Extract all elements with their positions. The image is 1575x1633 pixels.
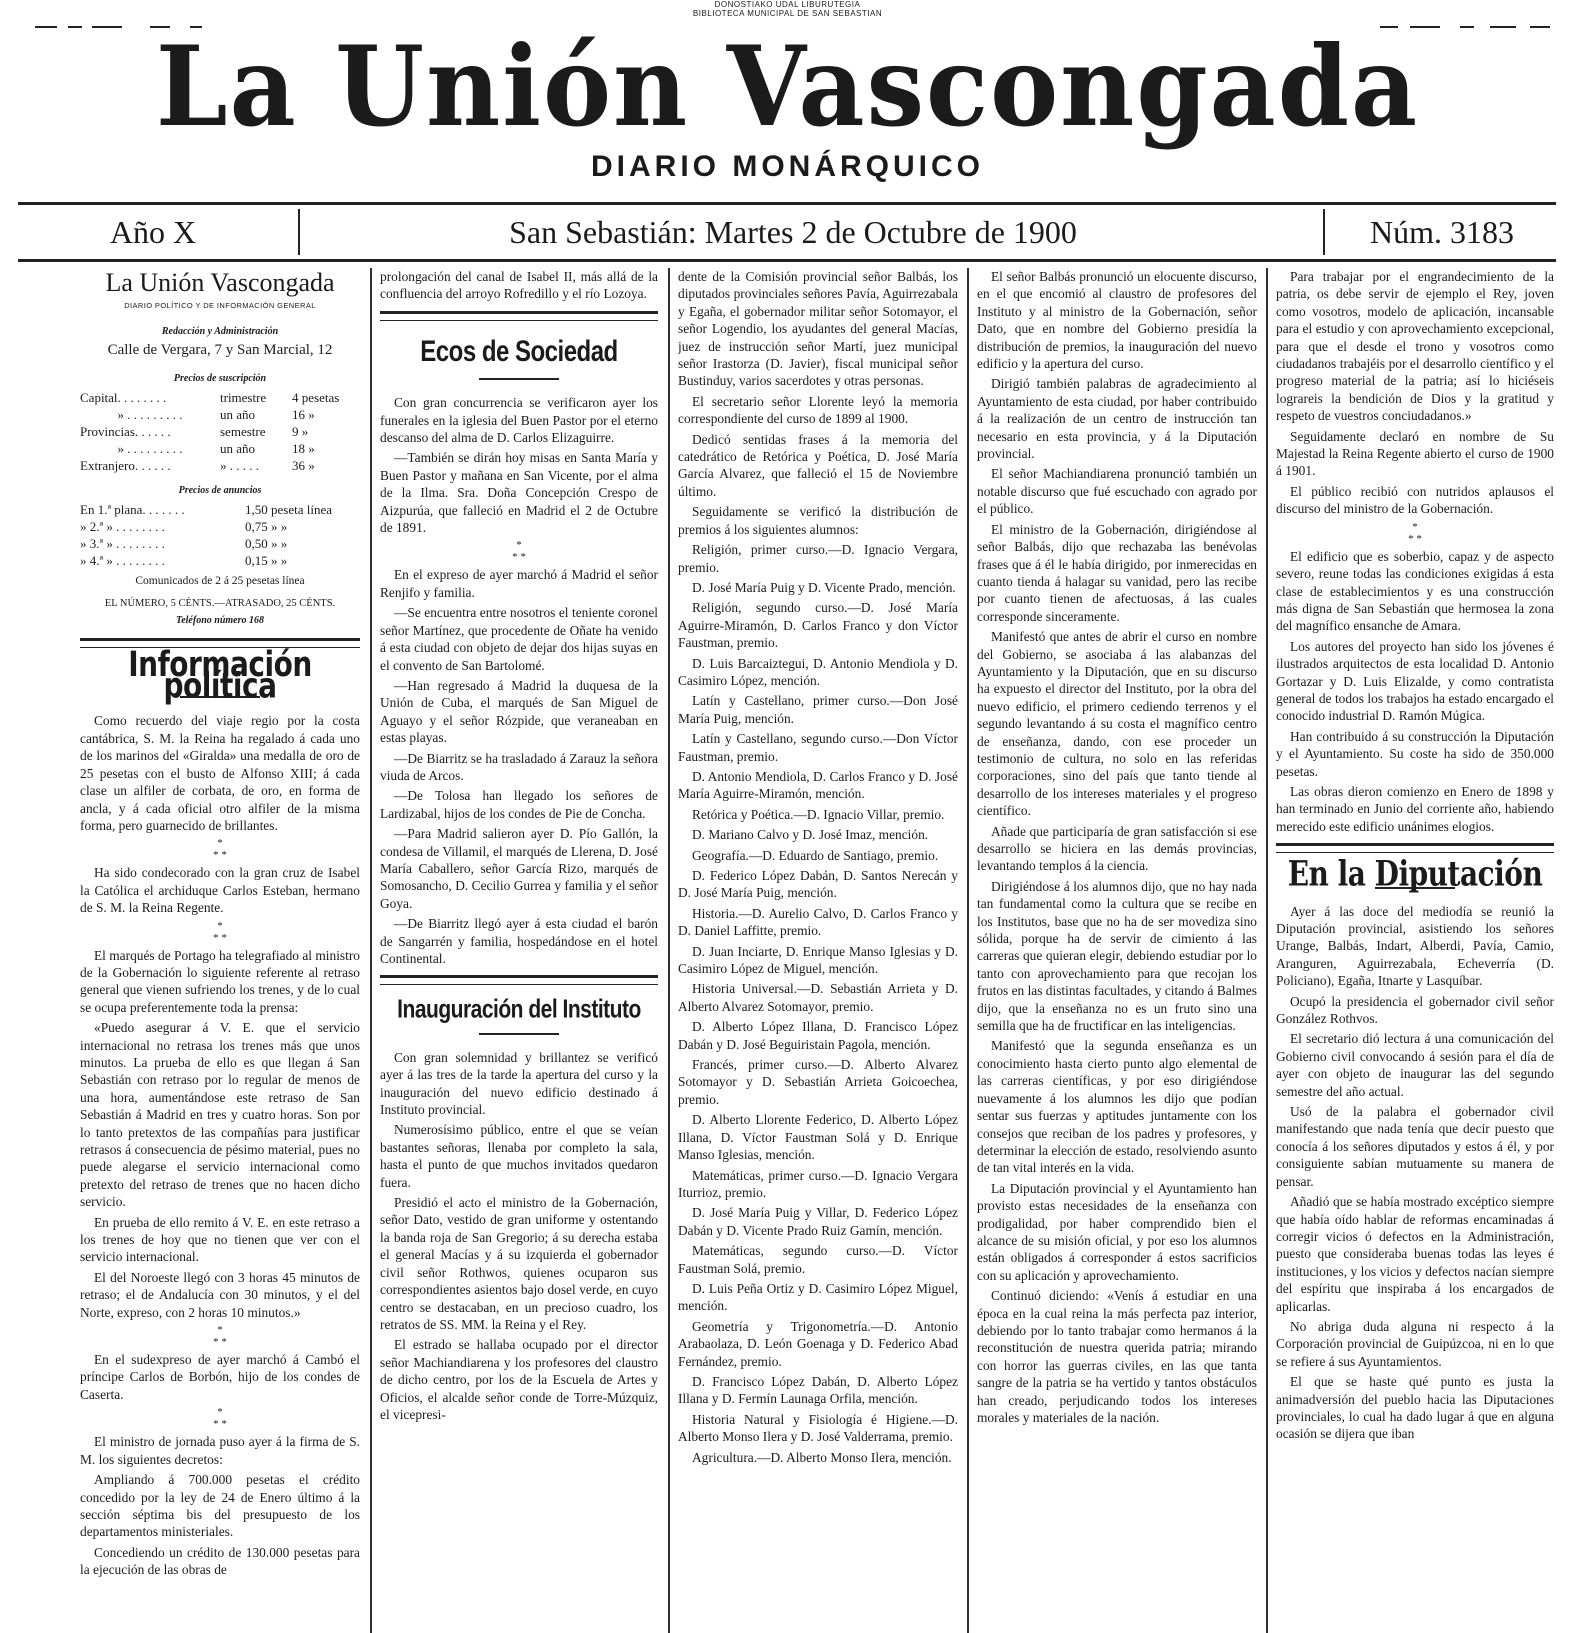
article-paragraph: Geografía.—D. Eduardo de Santiago, premio. bbox=[692, 847, 939, 863]
infobox-admin-heading: Redacción y Administración bbox=[161, 325, 279, 337]
article-paragraph: El secretario señor Llorente leyó la memoria correspondiente del curso de 1899 al 1900. bbox=[678, 393, 958, 427]
article-paragraph: Historia Universal.—D. Sebastián Arrieta y D. Alberto Alvarez Sotomayor, premio. bbox=[678, 981, 958, 1014]
article-paragraph: Con gran solemnidad y brillantez se verificó ayer á las tres de la tarde la apertura del curso y la inauguración del nuevo edificio destinado á Instituto provincial. bbox=[380, 1049, 658, 1118]
article-paragraph: Los autores del proyecto han sido los jóvenes é ilustrados arquitectos de esta localidad D. Antonio Gortazar y D. Luis Elizalde, y como contratista general de todos los trabajos ha estado encargado el conocido industrial D. Ramón Múgica. bbox=[1276, 638, 1554, 724]
article-paragraph: D. José María Puig y D. Vicente Prado, mención. bbox=[692, 579, 956, 595]
article-paragraph: —También se dirán hoy misas en Santa María y Buen Pastor y mañana en San Vicente, por el alma de la Ilma. Sra. Doña Concepción Crespo de Aizpurúa, que falleció en Madrid el 2 de Octubre de 1891. bbox=[380, 450, 658, 536]
article-paragraph: Religión, segundo curso.—D. José María Aguirre-Miramón, D. Carlos Franco y don Víctor Faustman, premio. bbox=[678, 600, 958, 651]
issue-number: Núm. 3183 bbox=[1370, 214, 1514, 250]
article-paragraph: Han contribuido á su construcción la Diputación y el Ayuntamiento. Su coste ha sido de 350.000 pesetas. bbox=[1276, 728, 1554, 779]
article-paragraph: Seguidamente se verificó la distribución de premios á los siguientes alumnos: bbox=[678, 504, 958, 537]
article-paragraph: D. José María Puig y Villar, D. Federico López Dabán y D. Vicente Prado Ruiz Gamín, mención. bbox=[678, 1205, 958, 1238]
article-paragraph: Ayer á las doce del mediodía se reunió la Diputación provincial, asistiendo los señores Urange, Balbás, Indart, Alberdi, Pavía, Camio, Aranguren, Aguirrezabala, Echeverría (D. Policiano), Egaña, Itnarte y Lasquíbar. bbox=[1276, 903, 1554, 989]
article-paragraph: Concediendo un crédito de 130.000 pesetas para la ejecución de las obras de bbox=[80, 1544, 360, 1578]
article-paragraph: D. Alberto López Illana, D. Francisco López Dabán y D. José Beguiristain Pagola, mención. bbox=[678, 1019, 958, 1052]
article-paragraph: Numerosísimo público, entre el que se veían bastantes señoras, llenaba por completo la sala, hasta el punto de que muchos invitados quedaron fuera. bbox=[380, 1122, 658, 1190]
article-paragraph: —Se encuentra entre nosotros el teniente coronel señor Martínez, que procedente de Oñate ha venido á esta ciudad con objeto de dejar dos hijas suyas en el convento de San Bartolomé. bbox=[380, 605, 658, 673]
section-heading-instituto: Inauguración del Instituto bbox=[397, 995, 641, 1025]
article-paragraph: Manifestó que antes de abrir el curso en nombre del Gobierno, se asociaba á las alabanzas del Ayuntamiento y la Diputación, que en su discurso ha expuesto el director del Instituto, por la obra del nuevo edificio, el primero cediendo terrenos y el segundo levantando á su costa el magnífico centro de enseñanza, dando, con ese proceder un testimonio de cultura, no solo en las referidas corporaciones, sino del país que tanto tiende al desarrollo de los intereses materiales y el progreso científico. bbox=[977, 629, 1257, 819]
ad-price-row: » 4.ª » . . . . . . . . 0,15 » » bbox=[80, 553, 288, 569]
article-paragraph: El señor Balbás pronunció un elocuente discurso, en el que encomió al claustro de profesores del Instituto y al ministro de la Gobernación, señor Dato, que en nombre del Gobierno presidía la distribución de premios, la inauguración del nuevo edificio y la apertura del curso. bbox=[977, 269, 1257, 372]
price-row: Extranjero. . . . . . » . . . . . 36 » bbox=[80, 458, 315, 474]
article-paragraph: D. Luis Barcaiztegui, D. Antonio Mendiola y D. Casimiro López, mención. bbox=[678, 655, 958, 688]
article-paragraph: El que se haste qué punto es justa la animadversión del pueblo hacia las Diputaciones provinciales, lo cual ha dado lugar á que en alguna ocasión se dijera que iban bbox=[1276, 1374, 1554, 1442]
article-paragraph: Presidió el acto el ministro de la Gobernación, señor Dato, vestido de gran uniforme y ostentando la banda roja de San Gregorio; á su derecha estaba el general Macías y á su izquierda el gobernador civil señor Rothwos, quienes ocuparon sus correspondientes asientos bajo dosel verde, en cuyo centro se destacaban, en un precioso cuadro, los retratos de SS. MM. la Reina y el Rey. bbox=[380, 1195, 658, 1332]
article-paragraph: D. Federico López Dabán, D. Santos Nerecán y D. José María Puig, mención. bbox=[678, 868, 958, 901]
ads-heading: Precios de anuncios bbox=[178, 485, 262, 497]
article-paragraph: El secretario dió lectura á una comunicación del Gobierno civil convocando á sesión para el día de ayer con objeto de inaugurar las del segundo semestre del año actual. bbox=[1276, 1031, 1554, 1099]
article-paragraph: En el sudexpreso de ayer marchó á Cambó el príncipe Carlos de Borbón, hijo de los condes de Caserta. bbox=[80, 1352, 360, 1402]
article-paragraph: Dirigió también palabras de agradecimiento al Ayuntamiento de esta ciudad, por haber contribuido á la realización de un centro de instrucción tan necesario en esta provincia, y á la Diputación provincial. bbox=[977, 376, 1257, 462]
column-3 bbox=[678, 268, 958, 1628]
article-paragraph: Las obras dieron comienzo en Enero de 1898 y han terminado en Junio del corriente año, habiendo merecido este edificio unánimes elogios. bbox=[1276, 783, 1554, 834]
article-paragraph: —Han regresado á Madrid la duquesa de la Unión de Cuba, el marqués de San Miguel de Aguayo y el señor Rózpide, que veraneaban en estas playas. bbox=[380, 677, 658, 746]
article-paragraph: No abriga duda alguna ni respecto á la Corporación provincial de Guipúzcoa, ni en lo que se refiere á sus Ayuntamientos. bbox=[1276, 1318, 1554, 1369]
article-paragraph: El estrado se hallaba ocupado por el director señor Machiandiarena y los profesores del claustro de dicho centro, por los de la Escuela de Artes y Oficios, el alcalde señor conde de Torre-Múzquiz, el vicepresi- bbox=[380, 1337, 658, 1422]
price-row: » . . . . . . . . . un año 16 » bbox=[117, 407, 315, 423]
newspaper-subtitle: DIARIO MONÁRQUICO bbox=[591, 150, 984, 183]
article-paragraph: Para trabajar por el engrandecimiento de la patria, os debe servir de ejemplo el Rey, joven como vosotros, modelo de aplicación, incansable para el estudio y con aprovechamiento excepcional, para que el desde el trono y vosotros como ciudadanos trabajéis por el desarrollo científico y el progreso material de la patria; así lo hiciéseis lograreis la bendición de Dios y la gratitud y respeto de vuestros conciudadanos.» bbox=[1276, 269, 1554, 424]
article-paragraph: D. Alberto Llorente Federico, D. Alberto López Illana, D. Víctor Faustman Solá y D. Enrique Manso Iglesias, mención. bbox=[678, 1112, 958, 1163]
article-paragraph: Latín y Castellano, primer curso.—Don José María Puig, mención. bbox=[678, 693, 958, 726]
article-paragraph: Historia.—D. Aurelio Calvo, D. Carlos Franco y D. Daniel Laffitte, premio. bbox=[678, 905, 958, 939]
article-paragraph: El edificio que es soberbio, capaz y de aspecto severo, reune todas las condiciones exigidas á esta clase de establecimientos y es una construcción más digna de San Sebastián que hermosea la zona del magnífico ensanche de Amara. bbox=[1276, 548, 1554, 634]
column-4 bbox=[977, 268, 1257, 1628]
archive-stamp bbox=[0, 0, 1575, 18]
archive-stamp-line: BIBLIOTECA MUNICIPAL DE SAN SEBASTIAN bbox=[692, 9, 883, 18]
article-paragraph: Ocupó la presidencia el gobernador civil señor González Rothvos. bbox=[1276, 993, 1554, 1027]
article-paragraph: —De Biarritz llegó ayer á esta ciudad el barón de Sangarrén y familia, hospedándose en el hotel Continental. bbox=[380, 916, 658, 966]
article-paragraph: Dedicó sentidas frases á la memoria del catedrático de Retórica y Poética, D. José María García Alvarez, que falleció el 15 de Noviembre último. bbox=[678, 431, 958, 499]
article-paragraph: En prueba de ello remito á V. E. en este retraso a los trenes de hoy que no tienen que ver con el servicio internacional. bbox=[80, 1214, 360, 1265]
article-paragraph: —De Biarritz se ha trasladado á Zarauz la señora viuda de Arcos. bbox=[380, 750, 658, 783]
article-paragraph: dente de la Comisión provincial señor Balbás, los diputados provinciales señores Pavía, Aguirrezabala y Egaña, el gobernador militar señor Sotomayor, el señor Logendio, los ayudantes del general Macías, juez de instrucción señor Martí, juez municipal señor Irastorza (D. Javier), fiscal municipal señor Bustinduy, varios sacerdotes y otras personas. bbox=[678, 269, 958, 389]
section-heading-diputacion: En la Diputación bbox=[1287, 853, 1543, 895]
section-heading-ecos: Ecos de Sociedad bbox=[420, 334, 618, 369]
article-paragraph: El señor Machiandiarena pronunció también un notable discurso que fué escuchado con agrado por el público. bbox=[977, 466, 1257, 517]
article-paragraph: Matemáticas, segundo curso.—D. Víctor Faustman Solá, premio. bbox=[678, 1243, 958, 1276]
article-paragraph: Continuó diciendo: «Venís á estudiar en una época en la cual reina la más perfecta paz interior, debiendo por lo tanto trabajar como hermanos á la reconstitución de nuestra querida patria; mirando con horror las guerras civiles, en las que tanta sangre de la patria se ha vertido y tantos obstáculos han creado, perjudicando todos los intereses morales y materiales de la nación. bbox=[977, 1288, 1257, 1425]
article-paragraph: Latín y Castellano, segundo curso.—Don Víctor Faustman, premio. bbox=[678, 731, 958, 764]
article-paragraph: Matemáticas, primer curso.—D. Ignacio Vergara Iturrioz, premio. bbox=[678, 1167, 958, 1200]
article-paragraph: Añadió que se había mostrado excéptico siempre que había oído hablar de reformas encaminadas á corregir vicios ó defectos en la Administración, puesto que consideraba buenas todas las leyes é instituciones, y los vicios y defectos nacían siempre del espíritu que inspiraba á los encargados de aplicarlas. bbox=[1276, 1194, 1554, 1314]
dateline-bar bbox=[18, 202, 1556, 262]
archive-stamp-line: DONOSTIAKO UDAL LIBURUTEGIA bbox=[714, 0, 861, 9]
article-paragraph: D. Juan Inciarte, D. Enrique Manso Iglesias y D. Casimiro López de Miguel, mención. bbox=[678, 943, 958, 977]
article-paragraph: Geometría y Trigonometría.—D. Antonio Arabaolaza, D. León Goenaga y D. Federico Abad Fernández, premio. bbox=[678, 1318, 958, 1369]
infobox-title: La Unión Vascongada bbox=[105, 268, 335, 297]
price-per-issue: EL NÚMERO, 5 CÉNTS.—ATRASADO, 25 CÉNTS. bbox=[104, 597, 336, 609]
ad-price-row: En 1.ª plana. . . . . . . 1,50 peseta línea bbox=[80, 502, 332, 518]
article-paragraph: Retórica y Poética.—D. Ignacio Villar, premio. bbox=[692, 806, 945, 822]
article-paragraph: Ha sido condecorado con la gran cruz de Isabel la Católica el archiduque Carlos Esteban, hermano de S. M. la Reina Regente. bbox=[80, 865, 360, 916]
price-row: » . . . . . . . . . un año 18 » bbox=[117, 441, 315, 457]
article-paragraph: Ampliando á 700.000 pesetas el crédito concedido por la ley de 24 de Enero último á la sección séptima bis del presupuesto de los departamentos ministeriales. bbox=[80, 1472, 360, 1540]
article-paragraph: —De Tolosa han llegado los señores de Lardizabal, hijos de los condes de Pie de Concha. bbox=[380, 788, 658, 821]
comunicados-line: Comunicados de 2 á 25 pesetas línea bbox=[135, 575, 305, 588]
article-paragraph: Con gran concurrencia se verificaron ayer los funerales en la iglesia del Buen Pastor por el eterno descanso del alma de D. Carlos Elizaguirre. bbox=[380, 395, 658, 446]
article-paragraph: D. Mariano Calvo y D. José Imaz, mención. bbox=[692, 827, 929, 843]
article-paragraph: «Puedo asegurar á V. E. que el servicio internacional no retrasa los trenes más que unos minutos. La prueba de ello es que llegan á San Sebastián con retraso por lo regular de menos de una hora, aumentándose este retraso de San Sebastián á Madrid en tres y cuatro horas. Son por lo tanto pretextos de las compañías para justificar retrasos á consecuencia de pésimo material, pues no puede alegarse el servicio internacional como pretexto del retraso de trenes que no hacen dicho servicio. bbox=[80, 1020, 360, 1210]
price-row: Provincias. . . . . . semestre 9 » bbox=[80, 424, 309, 440]
issue-date: San Sebastián: Martes 2 de Octubre de 1900 bbox=[509, 214, 1077, 250]
year-label: Año X bbox=[109, 214, 197, 250]
article-paragraph: El ministro de la Gobernación, dirigiéndose al señor Balbás, dijo que rechazaba las benévolas frases que á él le había dirigido, por inmerecidas en cuanto tienda á halagar su vanidad, pero las recibe por cuanto tienen de afectuosas, á las cuales corresponde sinceramente. bbox=[977, 521, 1257, 624]
newspaper-title: La Unión Vascongada bbox=[155, 22, 1420, 152]
article-paragraph: D. Antonio Mendiola, D. Carlos Franco y D. José María Aguirre-Miramón, mención. bbox=[678, 768, 958, 802]
article-paragraph: Agricultura.—D. Alberto Monso Ilera, mención. bbox=[692, 1449, 952, 1465]
article-paragraph: El del Noroeste llegó con 3 horas 45 minutos de retraso; el de Andalucía con 30 minutos, y el del Norte, expreso, con 2 horas 10 minutos.» bbox=[80, 1269, 360, 1320]
article-paragraph: D. Francisco López Dabán, D. Alberto López Illana y D. Fermín Launaga Orfila, mención. bbox=[678, 1373, 958, 1407]
article-paragraph: El público recibió con nutridos aplausos el discurso del ministro de la Gobernación. bbox=[1276, 483, 1554, 517]
article-paragraph: Como recuerdo del viaje regio por la costa cantábrica, S. M. la Reina ha regalado á cada uno de los marinos del «Giralda» una medalla de oro de 25 pesetas con el busto de Alfonso XIII; á cada clase un alfiler de corbata, de oro, en forma de ancla, y á cada oficial otro alfiler de la misma forma, pero guarnecido de brillantes. bbox=[80, 713, 360, 833]
price-row: Capital. . . . . . . . trimestre 4 pesetas bbox=[80, 390, 340, 406]
column-2: prolongación del canal de Isabel II, más allá de la confluencia del arroyo Rofredillo y el río Lozoya. Ecos de Sociedad Con gran concurrencia se verificaron ayer los funerales en la iglesia del Buen Pastor por el eterno descanso del alma de D. Carlos Elizaguirre. —También se dirán hoy misas en Santa María y Buen Pastor y mañana en San Vicente, por el alma de la Ilma. Sra. Doña Concepción Crespo de Aizpurúa, que falleció en Madrid el 2 de Octubre de 1891. * * * En el expreso de ayer marchó á Madrid el señor Renjifo y familia. —Se encuentra entre nosotros el teniente coronel señor Martínez, que procedente de Oñate ha venido á esta ciudad con objeto de dejar dos hijas suyas en el convento de San Bartolomé. —Han regresado á Madrid la duquesa de la Unión de Cuba, el marqués de San Miguel de Aguayo y el señor Rózpide, que veraneaban en estas playas. —De Biarritz se ha trasladado á Zarauz la señora viuda de Arcos. —De Tolosa han llegado los señores de Lardizabal, hijos de los condes de Pie de Concha. —Para Madrid salieron ayer D. Pío Gallón, la condesa de Villamil, el marqués de Llerena, D. José María Caballero, señor García Rizo, marqués de Somosancho, D. Cecilio Gurrea y familia y el señor Goya. —De Biarritz llegó ayer á esta ciudad el barón de Sangarrén y familia, hospedándose en el hotel Continental. Inauguración del Instituto Con gran solemnidad y brillantez se verificó ayer á las tres de la tarde la apertura del curso y la inauguración del nuevo edificio destinado á Instituto provincial. Numerosísimo público, entre el que se veían bastantes señoras, llenaba por completo la sala, hasta el punto de que muchos invitados quedaron fuera. Presidió el acto el ministro de la Gobernación, señor Dato, vestido de gran uniforme y ostentando la banda roja de San Gregorio; á su derecha estaba el general Macías y á su izquierda el gobernador civil señor Rothwos, quienes ocuparon sus correspondientes asientos bajo dosel verde, en cuyo centro se destacaban, en un precioso cuadro, los retratos de SS. MM. la Reina y el Rey. El estrado se hallaba ocupado por el director señor Machiandiarena y los profesores del claustro de dicho centro, por los de la Escuela de Artes y Oficios, el alcalde señor conde de Torre-Múzquiz, el vicepresi- bbox=[380, 269, 658, 1422]
infobox-address: Calle de Vergara, 7 y San Marcial, 12 bbox=[107, 342, 333, 359]
article-paragraph: Religión, primer curso.—D. Ignacio Vergara, premio. bbox=[678, 542, 958, 575]
subscription-heading: Precios de suscripción bbox=[173, 372, 267, 384]
column-1: La Unión Vascongada DIARIO POLÍTICO Y DE INFORMACIÓN GENERAL Redacción y Administración Calle de Vergara, 7 y San Marcial, 12 Precios de suscripción Capital. . . . . . . . trimestre 4 pesetas » . . . . . . . . . un año 16 » Provincias. . . . . . semestre 9 » » . . . . . . . . . un año 18 » Extranjero. . . . . . » . . . . . 36 » Precios de anuncios En 1.ª plana. . . . . . . 1,50 peseta línea » 2.ª » . . . . . . . . 0,75 » » » 3.ª » . . . . . . . . 0,50 » » » 4.ª » . . . . . . . . 0,15 » » Comunicados de 2 á 25 pesetas línea EL NÚMERO, 5 CÉNTS.—ATRASADO, 25 CÉNTS. Teléfono número 168 Información política Como recuerdo del viaje regio por la costa cantábrica, S. M. la Reina ha regalado á cada uno de los marinos del «Giralda» una medalla de oro de 25 pesetas con el busto de Alfonso XIII; á cada clase un alfiler de corbata, de oro, en forma de ancla, y á cada oficial otro alfiler de la misma forma, pero guarnecido de brillantes. * * * Ha sido condecorado con la gran cruz de Isabel la Católica el archiduque Carlos Esteban, hermano de S. M. la Reina Regente. * * * El marqués de Portago ha telegrafiado al ministro de la Gobernación lo siguiente referente al retraso general que vienen sufriendo los trenes, y de lo cual se ocupa preferentemente toda la prensa: «Puedo asegurar á V. E. que el servicio internacional no retrasa los trenes más que unos minutos. La prueba de ello es que llegan á San Sebastián con retraso por lo regular de menos de una hora, aumentándose este retraso de San Sebastián á Madrid en tres y cuatro horas. Son por lo tanto pretextos de las compañías para justificar retrasos á consecuencia de pésimo material, pues no puede alegarse el servicio internacional como pretexto del retraso de trenes que no hacen dicho servicio. En prueba de ello remito á V. E. en este retraso a los trenes de hoy que no tienen que ver con el servicio internacional. El del Noroeste llegó con 3 horas 45 minutos de retraso; el de Andalucía con 30 minutos, y el del Norte, expreso, con 2 horas 10 minutos.» * * * En el sudexpreso de ayer marchó á Cambó el príncipe Carlos de Borbón, hijo de los condes de Caserta. * * * El ministro de jornada puso ayer á la firma de S. M. los siguientes decretos: Ampliando á 700.000 pesetas el crédito concedido por la ley de 24 de Enero último á la sección séptima bis del presupuesto de los departamentos ministeriales. Concediendo un crédito de 130.000 pesetas para la ejecución de las obras de bbox=[80, 268, 360, 1578]
article-paragraph: Añade que participaría de gran satisfacción si ese desarrollo se hiciera en las demás provincias, levantando templos á la ciencia. bbox=[977, 823, 1257, 874]
article-paragraph: Usó de la palabra el gobernador civil manifestando que nada tenía que decir puesto que conocía á los señores diputados y estos á él, y por consiguiente sabían mutuamente su manera de pensar. bbox=[1276, 1104, 1554, 1189]
column-5: Para trabajar por el engrandecimiento de la patria, os debe servir de ejemplo el Rey, joven como vosotros, modelo de aplicación, incansable para el estudio y con aprovechamiento excepcional, para que el desde el trono y vosotros como ciudadanos trabajéis por el desarrollo científico y el progreso material de la patria; así lo hiciéseis lograreis la bendición de Dios y la gratitud y respeto de vuestros conciudadanos.» Seguidamente declaró en nombre de Su Majestad la Reina Regente abierto el curso de 1900 á 1901. El público recibió con nutridos aplausos el discurso del ministro de la Gobernación. * * * El edificio que es soberbio, capaz y de aspecto severo, reune todas las condiciones exigidas á esta clase de establecimientos y es una construcción más digna de San Sebastián que hermosea la zona del magnífico ensanche de Amara. Los autores del proyecto han sido los jóvenes é ilustrados arquitectos de esta localidad D. Antonio Gortazar y D. Luis Elizalde, y como contratista general de todos los trabajos ha estado encargado el conocido industrial D. Ramón Múgica. Han contribuido á su construcción la Diputación y el Ayuntamiento. Su coste ha sido de 350.000 pesetas. Las obras dieron comienzo en Enero de 1898 y han terminado en Junio del corriente año, habiendo merecido este edificio unánimes elogios. En la Diputación Ayer á las doce del mediodía se reunió la Diputación provincial, asistiendo los señores Urange, Balbás, Indart, Alberdi, Pavía, Camio, Aranguren, Aguirrezabala, Echeverría (D. Policiano), Egaña, Itnarte y Lasquíbar. Ocupó la presidencia el gobernador civil señor González Rothvos. El secretario dió lectura á una comunicación del Gobierno civil convocando á sesión para el día de ayer con objeto de inaugurar las del segundo semestre del año actual. Usó de la palabra el gobernador civil manifestando que nada tenía que decir puesto que conocía á los señores diputados y estos á él, y por consiguiente sabían mutuamente su manera de pensar. Añadió que se había mostrado excéptico siempre que había oído hablar de reformas encaminadas á corregir vicios ó defectos en la Administración, puesto que consideraba buenas todas las leyes é instituciones, y los vicios y defectos nacían siempre del espíritu que inspiraba á los encargados de aplicarlas. No abriga duda alguna ni respecto á la Corporación provincial de Guipúzcoa, ni en lo que se refiere á sus Ayuntamientos. El que se haste qué punto es justa la animadversión del pueblo hacia las Diputaciones provinciales, lo cual ha dado lugar á que en alguna ocasión se dijera que iban bbox=[1276, 269, 1554, 1442]
section-heading-politica: Información política bbox=[128, 643, 312, 707]
ad-price-row: » 3.ª » . . . . . . . . 0,50 » » bbox=[80, 536, 288, 552]
publication-infobox bbox=[80, 268, 360, 630]
telephone: Teléfono número 168 bbox=[176, 615, 264, 627]
article-paragraph: Historia Natural y Fisiología é Higiene.—D. Alberto Monso Ilera y D. José Valderrama, premio. bbox=[678, 1411, 958, 1445]
article-paragraph: Francés, primer curso.—D. Alberto Alvarez Sotomayor y D. Sebastián Arrieta Goicoechea, premio. bbox=[678, 1057, 958, 1107]
infobox-subtitle: DIARIO POLÍTICO Y DE INFORMACIÓN GENERAL bbox=[124, 301, 316, 311]
article-paragraph: La Diputación provincial y el Ayuntamiento han provisto estas necesidades de la enseñanza con prodigalidad, por haber comprendido bien el alcance de su misión oficial, y por eso los alumnos están obligados á corresponder á estos sacrificios con su aplicación y aprovechamiento. bbox=[977, 1180, 1257, 1283]
article-paragraph: —Para Madrid salieron ayer D. Pío Gallón, la condesa de Villamil, el marqués de Llerena, D. José María Caballero, señor García Rizo, marqués de Somosancho, D. Cecilio Gurrea y familia y el señor Goya. bbox=[380, 826, 658, 911]
article-paragraph: Manifestó que la segunda enseñanza es un conocimiento hasta cierto punto algo elemental de las carreras científicas, y por eso dirigiéndose nuevamente á los alumnos les dijo que podían sentar sus fuerzas y aptitudes juntamente con los consejos que reciban de los padres y profesores, y determinar la elección de estado, resolviendo asunto de tan vital interés en la vida. bbox=[977, 1038, 1257, 1176]
article-paragraph: Seguidamente declaró en nombre de Su Majestad la Reina Regente abierto el curso de 1900 á 1901. bbox=[1276, 428, 1554, 479]
article-paragraph: prolongación del canal de Isabel II, más allá de la confluencia del arroyo Rofredillo y el río Lozoya. bbox=[380, 269, 658, 302]
article-paragraph: En el expreso de ayer marchó á Madrid el señor Renjifo y familia. bbox=[380, 567, 658, 600]
article-paragraph: D. Luis Peña Ortiz y D. Casimiro López Miguel, mención. bbox=[678, 1280, 958, 1314]
article-paragraph: Dirigiéndose á los alumnos dijo, que no hay nada tan fundamental como la cultura que se recibe en los Institutos, base que no ha de ser movediza sino sólida, porque ha de servir de cimiento á las carreras que quieran elegir, debiendo estudiar por lo tanto con aprovechamiento para que recojan los frutos en las distintas facultades, y citando á Balmes dijo, que la enseñanza no es un fruto sino una semilla que ha de fructificar en las inteligencias. bbox=[977, 878, 1257, 1034]
article-paragraph: El marqués de Portago ha telegrafiado al ministro de la Gobernación lo siguiente referente al retraso general que vienen sufriendo los trenes, y de lo cual se ocupa preferentemente toda la prensa: bbox=[80, 947, 360, 1015]
ad-price-row: » 2.ª » . . . . . . . . 0,75 » » bbox=[80, 519, 288, 535]
article-paragraph: El ministro de jornada puso ayer á la firma de S. M. los siguientes decretos: bbox=[80, 1434, 360, 1467]
